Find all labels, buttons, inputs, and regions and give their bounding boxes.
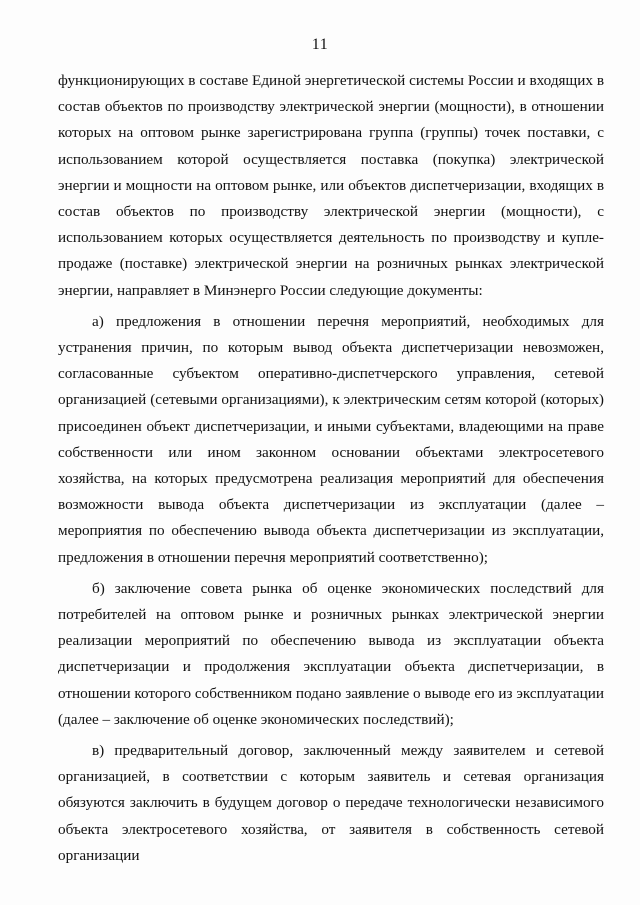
paragraph-continuation: функционирующих в составе Единой энергетической системы России и входящих в состав объектов по производству электрической энергии (мощности), в отношении которых на оптовом рынке зарегистрирована группа (группы) точек поставки, с использованием которой осуществляется поставка (покупка) электрической энергии и мощности на оптовом рынке, или объектов диспетчеризации, входящих в состав объектов по производству электрической энергии (мощности), с использованием которых осуществляется деятельность по производству и купле-продаже (поставке) электрической энергии на розничных рынках электрической энергии, направляет в Минэнерго России следующие документы: xyxy=(58,72,604,299)
paragraph-item-b: б) заключение совета рынка об оценке экономических последствий для потребителей на оптовом рынке и розничных рынках электрической энергии реализации мероприятий по обеспечению вывода из эксплуатации объекта диспетчеризации и продолжения эксплуатации объекта диспетчеризации, в отношении которого собственником подано заявление о выводе его из эксплуатации (далее – заключение об оценке экономических последствий); xyxy=(58,579,604,728)
paragraph-item-c: в) предварительный договор, заключенный между заявителем и сетевой организацией, в соответствии с которым заявитель и сетевая организация обязуются заключить в будущем договор о передаче технологически независимого объекта электросетевого хозяйства, от заявителя в собственность сетевой организации xyxy=(58,742,604,864)
document-body xyxy=(58,68,604,874)
paragraph-item-a: а) предложения в отношении перечня мероприятий, необходимых для устранения причин, по которым вывод объекта диспетчеризации невозможен, согласованные субъектом оперативно-диспетчерского управления, сетевой организацией (сетевыми организациями), к электрическим сетям которой (которых) присоединен объект диспетчеризации, и иными субъектами, владеющими на праве собственности или ином законном основании объектами электросетевого хозяйства, на которых предусмотрена реализация мероприятий для обеспечения возможности вывода объекта диспетчеризации из эксплуатации (далее – мероприятия по обеспечению вывода объекта диспетчеризации из эксплуатации, предложения в отношении перечня мероприятий соответственно); xyxy=(58,312,604,566)
page-number: 11 xyxy=(311,36,329,53)
